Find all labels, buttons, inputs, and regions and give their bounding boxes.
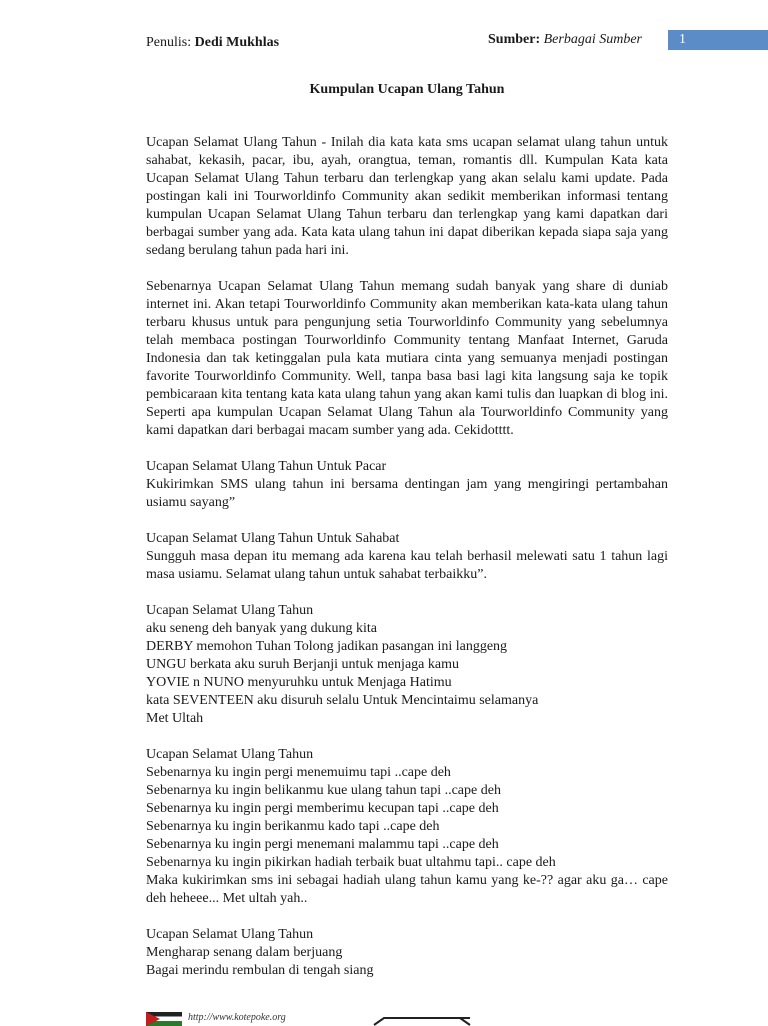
poem-line: YOVIE n NUNO menyuruhku untuk Menjaga Hatimu xyxy=(146,675,452,690)
second-paragraph: Sebenarnya Ucapan Selamat Ulang Tahun memang sudah banyak yang share di duniab internet ini. Akan tetapi Tourworldinfo Community akan memberikan kata-kata ulang tahun terbaru khusus untuk para pengunjung setia Tourworldinfo Community yang sebelumnya telah membaca postingan Tourworldinfo Community tentang Manfaat Internet, Garuda Indonesia dan tak ketinggalan pula kata mutiara cinta yang semuanya menjadi postingan favorite Tourworldinfo Community. Well, tanpa basa basi lagi kita langsung saja ke topik pembicaraan kita tentang kata kata ulang tahun yang akan kami tulis dan luapkan di blog ini. Seperti apa kumpulan Ucapan Selamat Ulang Tahun ala Tourworldinfo Community yang kami dapatkan dari berbagai macam sumber yang ada. Cekidotttt. xyxy=(146,279,668,438)
poem-line: Sebenarnya ku ingin pikirkan hadiah terbaik buat ultahmu tapi.. cape deh xyxy=(146,855,556,870)
section-text: Sungguh masa depan itu memang ada karena kau telah berhasil melewati satu 1 tahun lagi masa usiamu. Selamat ulang tahun untuk sahabat terbaikku”. xyxy=(146,549,668,582)
header-author xyxy=(146,35,279,51)
poem-line: Sebenarnya ku ingin berikanmu kado tapi ..cape deh xyxy=(146,819,440,834)
section-heading: Ucapan Selamat Ulang Tahun xyxy=(146,603,314,618)
poem-line: Sebenarnya ku ingin pergi menemuimu tapi ..cape deh xyxy=(146,765,451,780)
poem-line: Sebenarnya ku ingin belikanmu kue ulang tahun tapi ..cape deh xyxy=(146,783,501,798)
document-title: Kumpulan Ucapan Ulang Tahun xyxy=(309,82,505,97)
poem-line: Sebenarnya ku ingin pergi memberimu kecupan tapi ..cape deh xyxy=(146,801,499,816)
author-name: Dedi Mukhlas xyxy=(194,35,280,50)
section-heading: Ucapan Selamat Ulang Tahun xyxy=(146,747,314,762)
document-body xyxy=(146,134,668,998)
poem-closing: Maka kukirimkan sms ini sebagai hadiah ulang tahun kamu yang ke-?? agar aku ga… cape deh heheee... Met ultah yah.. xyxy=(146,873,668,906)
poem-line: DERBY memohon Tuhan Tolong jadikan pasangan ini langgeng xyxy=(146,639,508,654)
source-value: Berbagai Sumber xyxy=(543,32,643,47)
footer-url: http://www.kotepoke.org xyxy=(188,1012,286,1023)
section-heading: Ucapan Selamat Ulang Tahun Untuk Pacar xyxy=(146,459,387,474)
arrow-icon xyxy=(372,1016,472,1026)
page-number-badge: 1 xyxy=(668,30,768,50)
poem-line: UNGU berkata aku suruh Berjanji untuk menjaga kamu xyxy=(146,657,459,672)
section-sahabat xyxy=(146,530,668,584)
poem-line: kata SEVENTEEN aku disuruh selalu Untuk Mencintaimu selamanya xyxy=(146,693,539,708)
intro-paragraph: Ucapan Selamat Ulang Tahun - Inilah dia kata kata sms ucapan selamat ulang tahun untuk sahabat, kekasih, pacar, ibu, ayah, orangtua, teman, romantis dll. Kumpulan Kata kata Ucapan Selamat Ulang Tahun terbaru dan terlengkap yang akan selalu kami update. Pada postingan kali ini Tourworldinfo Community akan sedikit memberikan informasi tentang kumpulan Ucapan Selamat Ulang Tahun terbaru dan terlengkap yang kami dapatkan dari berbagai sumber yang ada. Kata kata ulang tahun ini dapat diberikan kepada siapa saja yang sedang berulang tahun pada hari ini. xyxy=(146,135,668,258)
poem-line: Bagai merindu rembulan di tengah siang xyxy=(146,963,374,978)
section-heading: Ucapan Selamat Ulang Tahun Untuk Sahabat xyxy=(146,531,400,546)
section-poem-3 xyxy=(146,926,668,980)
section-poem-1 xyxy=(146,602,668,728)
poem-line: aku seneng deh banyak yang dukung kita xyxy=(146,621,377,636)
poem-line: Mengharap senang dalam berjuang xyxy=(146,945,343,960)
source-label: Sumber: xyxy=(488,32,541,47)
poem-line: Met Ultah xyxy=(146,711,204,726)
header-source xyxy=(488,32,642,48)
section-poem-2 xyxy=(146,746,668,908)
section-text: Kukirimkan SMS ulang tahun ini bersama dentingan jam yang mengiringi pertambahan usiamu sayang” xyxy=(146,477,668,510)
section-heading: Ucapan Selamat Ulang Tahun xyxy=(146,927,314,942)
section-pacar xyxy=(146,458,668,512)
author-label: Penulis: xyxy=(146,35,192,50)
poem-line: Sebenarnya ku ingin pergi menemani malammu tapi ..cape deh xyxy=(146,837,499,852)
